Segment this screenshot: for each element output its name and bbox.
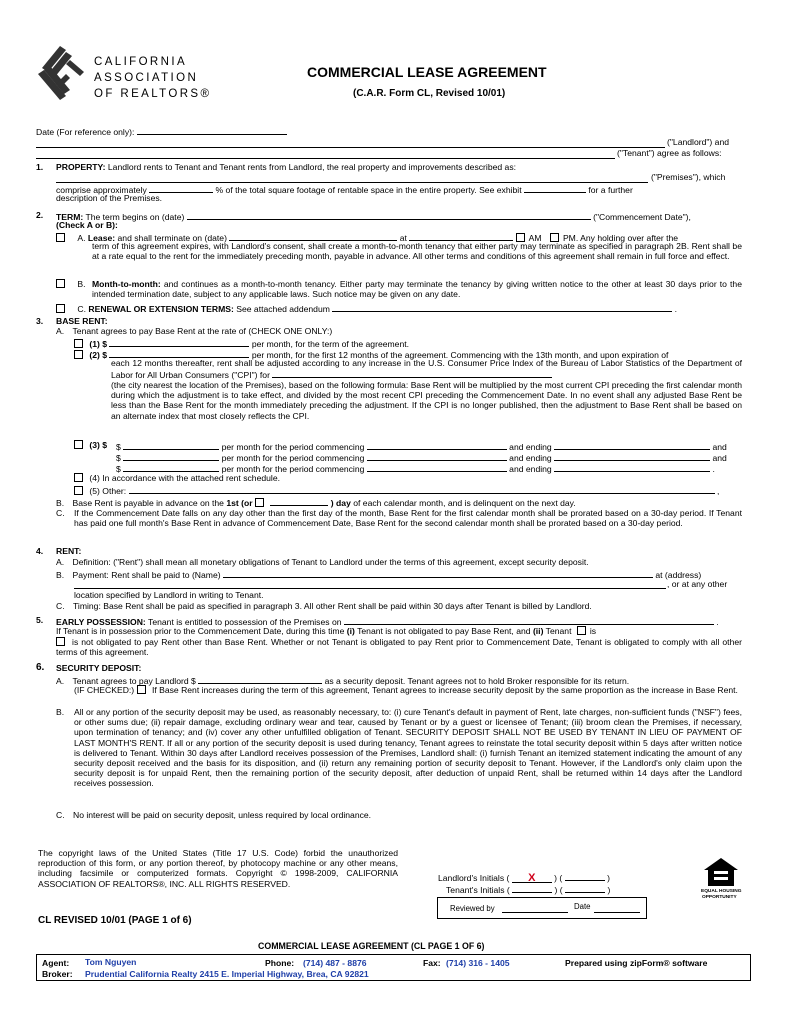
deposit-a-para — [74, 685, 742, 695]
fax-label: Fax: — [423, 958, 441, 968]
base-rent-a-text: Tenant agrees to pay Base Rent at the rate of (CHECK ONE ONLY:) — [72, 326, 333, 336]
rent-option-1-checkbox[interactable] — [74, 339, 83, 348]
rent-other-field[interactable] — [129, 484, 715, 494]
term-begin-field[interactable] — [187, 210, 591, 220]
rent-b-other: , or at any other — [667, 579, 728, 589]
agent-label: Agent: — [42, 958, 70, 968]
base-rent-b-text1: Base Rent is payable in advance on the — [72, 498, 224, 508]
deposit-if-checked: (IF CHECKED:) — [74, 685, 135, 695]
term-end-time-field[interactable] — [409, 231, 513, 241]
rent-option-4 — [74, 473, 280, 483]
property-further-text: for a further — [588, 185, 633, 195]
review-date-line[interactable] — [594, 912, 640, 913]
rent-option-2-text1: per month, for the first 12 months of the agreement. Commencing with the 13th month, and upon expiration of — [251, 350, 669, 360]
phone-label: Phone: — [265, 958, 295, 968]
early-i: (i) — [346, 626, 355, 636]
deposit-num: 6. — [36, 662, 45, 673]
period-1-dollar: $ — [116, 442, 121, 452]
period-1-ending-label: and ending — [509, 442, 552, 452]
term-b-checkbox[interactable] — [56, 279, 65, 288]
deposit-c — [56, 810, 371, 820]
tenant-paren-mid: ) ( — [554, 885, 563, 895]
rent-a-text: Definition: ("Rent") shall mean all monetary obligations of Tenant to Landlord under the terms of this agreement, except security deposit. — [72, 557, 589, 567]
period-1-amount[interactable] — [123, 440, 219, 450]
period-3-start[interactable] — [367, 462, 507, 472]
period-3-end[interactable] — [554, 462, 710, 472]
early-num: 5. — [36, 615, 44, 625]
reviewed-by-label: Reviewed by — [450, 904, 495, 913]
rent-option-1-text: per month, for the term of the agreement. — [251, 339, 409, 349]
rent-b — [56, 568, 701, 580]
date-field[interactable] — [137, 125, 287, 135]
premises-suffix: ("Premises"), which — [651, 172, 726, 182]
landlord-initials-field-2[interactable] — [565, 871, 605, 881]
term-c-checkbox[interactable] — [56, 304, 65, 313]
term-line1 — [56, 210, 691, 222]
rent-option-2-para — [111, 358, 742, 380]
agent-box — [36, 954, 751, 981]
term-b-text: and continues as a month-to-month tenancy. Either party may terminate the tenancy by giving written notice to the other at least 30 days prior to the intended termination date, subject to any applicable laws. Such notice may be given on any date. — [92, 279, 742, 300]
term-a-paragraph: term of this agreement expires, with Landlord's consent, shall create a month-to-month tenancy that either party may terminate as specified in paragraph 2B. Rent shall be at a rate equal to the rent for the immediately preceding month, payable in advance. All other terms and conditions of this agreement shall remain in full force and effect. — [92, 241, 742, 262]
period-2-start[interactable] — [367, 451, 507, 461]
rent-option-2-checkbox[interactable] — [74, 350, 83, 359]
landlord-paren-mid: ) ( — [554, 873, 563, 883]
deposit-amount-field[interactable] — [198, 674, 322, 684]
phone-value: (714) 487 - 8876 — [303, 958, 367, 968]
early-line3 — [56, 637, 742, 657]
term-c-label: C. — [77, 304, 86, 314]
page-footer-title: COMMERCIAL LEASE AGREEMENT (CL PAGE 1 OF 6) — [258, 941, 485, 951]
rent-b-text2: location specified by Landlord in writing to Tenant. — [74, 590, 264, 600]
term-b-paragraph — [92, 279, 742, 299]
tenant-paren-end: ) — [607, 885, 611, 895]
early-is-checkbox[interactable] — [577, 626, 586, 635]
deposit-b-text: All or any portion of the security deposit may be used, as reasonably necessary, to: (i) cure Tenant's default in payment of Rent, late charges, non-sufficient funds ("NSF") fees, or other sums due; (ii) repair damage, excluding ordinary wear and tear, caused by Tenant or by a guest or licensee of Tenant; (iii) broom clean the Premises, if necessary, upon termination of tenancy; and (iv) cover any other unfulfilled obligation of Tenant. SECURITY DEPOSIT SHALL NOT BE USED BY TENANT IN LIEU OF PAYMENT OF LAST MONTH'S RENT. If all or any portion of the security deposit is used during tenancy, Tenant agrees to reinstate the total security deposit within 5 days after written notice is delivered to Tenant. Within 30 days after Landlord receives possession of the Premises, Landlord shall: (i) furnish Tenant an itemized statement indicating the amount of any security deposit received and the basis for its disposition, and (ii) return any remaining portion of security deposit to Tenant. However, if the Landlord's only claim upon the security deposit is for unpaid Rent, then the remaining portion of the security deposit, after deduction of unpaid Rent, shall be returned within 14 days after the Landlord receives possession. — [74, 707, 742, 789]
period-2-ending-label: and ending — [509, 453, 552, 463]
equal-housing-icon — [703, 857, 739, 887]
period-1-end[interactable] — [554, 440, 710, 450]
rent-option-4-text: (4) In accordance with the attached rent schedule. — [89, 473, 280, 483]
term-title: TERM: — [56, 212, 84, 222]
rent-b-label: B. — [56, 570, 65, 580]
tenant-initials-label: Tenant's Initials ( — [446, 885, 510, 895]
review-box — [437, 897, 647, 919]
rent-a — [56, 557, 589, 567]
period-3-text: per month for the period commencing — [221, 464, 365, 474]
period-2-end[interactable] — [554, 451, 710, 461]
rent-option-4-checkbox[interactable] — [74, 473, 83, 482]
possession-date-field[interactable] — [344, 615, 714, 625]
rent-option-5-text: (5) Other: — [89, 486, 127, 496]
deposit-c-label: C. — [56, 810, 65, 820]
term-num: 2. — [36, 210, 44, 220]
agent-name: Tom Nguyen — [85, 957, 137, 967]
am-label: AM — [528, 233, 542, 243]
eho-line2: OPPORTUNITY — [702, 895, 737, 900]
early-is-label: is — [589, 626, 597, 636]
property-line1 — [56, 162, 516, 172]
date-label: Date (For reference only): — [36, 127, 135, 137]
landlord-line[interactable] — [36, 147, 665, 148]
period-3-amount[interactable] — [123, 462, 219, 472]
landlord-initials-label: Landlord's Initials ( — [438, 873, 510, 883]
reviewed-by-line[interactable] — [502, 912, 568, 913]
period-1-text: per month for the period commencing — [221, 442, 365, 452]
tenant-line[interactable] — [36, 158, 615, 159]
base-rent-b-bold1: 1st (or — [226, 498, 253, 508]
period-1-start[interactable] — [367, 440, 507, 450]
property-title: PROPERTY: — [56, 162, 106, 172]
early-line1: EARLY POSSESSION: Tenant is entitled to possession of the Premises on . — [56, 617, 719, 627]
property-text: Landlord rents to Tenant and Tenant rents from Landlord, the real property and improvements described as: — [107, 162, 517, 172]
term-a-text: and shall terminate on (date) — [117, 233, 227, 243]
period-1-and: and — [712, 442, 727, 452]
prepared-using: Prepared using zipForm® software — [565, 958, 708, 968]
rent-c-text: Timing: Base Rent shall be paid as specified in paragraph 3. All other Rent shall be paid within 30 days after Tenant is billed by Landlord. — [72, 601, 592, 611]
rent-c — [56, 601, 592, 611]
term-end-date-field[interactable] — [229, 231, 397, 241]
term-b-label: B. — [77, 279, 86, 289]
early-is-not-checkbox[interactable] — [56, 637, 65, 646]
rent-option-5: (5) Other: , — [74, 484, 719, 496]
rent-option-3-checkbox[interactable] — [74, 440, 83, 449]
pm-label: PM. Any holding over after the — [562, 233, 679, 243]
period-2-amount[interactable] — [123, 451, 219, 461]
early-text1: Tenant is entitled to possession of the Premises on — [148, 617, 342, 627]
landlord-initials-field-1[interactable] — [512, 873, 552, 883]
logo-text-1: CALIFORNIA — [94, 56, 188, 68]
logo-text-2: ASSOCIATION — [94, 72, 199, 84]
rent-c-label: C. — [56, 601, 65, 611]
eho-line1: EQUAL HOUSING — [701, 889, 742, 894]
rent-option-2-text2: each 12 months thereafter, rent shall be adjusted according to any increase in the U.S. Consumer Price Index of the Bureau of Labor Statistics of the Department of Labor for All Urban Consumers ("CPI") for — [111, 358, 742, 381]
period-2-text: per month for the period commencing — [221, 453, 365, 463]
deposit-b-label: B. — [56, 707, 65, 717]
deposit-a-label: A. — [56, 676, 65, 686]
base-rent-a-label: A. — [56, 326, 65, 336]
base-rent-b — [56, 496, 576, 508]
term-check: (Check A or B): — [56, 220, 118, 230]
landlord-suffix: ("Landlord") and — [667, 137, 729, 147]
commencement-label: ("Commencement Date"), — [593, 212, 691, 222]
rent-option-1-amount[interactable] — [109, 337, 249, 347]
rent-b-text: Payment: Rent shall be paid to (Name) — [72, 570, 221, 580]
initial-mark: X — [528, 872, 536, 884]
review-date-label: Date — [574, 902, 591, 911]
early-line2b: Tenant is not obligated to pay Base Rent, and — [357, 626, 531, 636]
cpi-city-field[interactable] — [272, 368, 552, 378]
term-b-title: Month-to-month: — [92, 279, 161, 289]
deposit-c-text: No interest will be paid on security deposit, unless required by local ordinance. — [72, 810, 372, 820]
property-percent-text: % of the total square footage of rentable space in the entire property. See exhibit — [215, 185, 522, 195]
base-rent-b-text2: of each calendar month, and is delinquent on the next day. — [353, 498, 576, 508]
rent-option-3-label: (3) $ — [89, 440, 108, 450]
broker-value: Prudential California Realty 2415 E. Imperial Highway, Brea, CA 92821 — [85, 969, 369, 979]
rent-option-2-para2: (the city nearest the location of the Premises), based on the following formula: Base Rent will be multiplied by the most current CPI preceding the first calendar month during which the adjustment is to take effect, and divided by the most recent CPI preceding the Commencement Date. In no event shall any adjusted Base Rent be less than the Base Rent for the month immediately preceding the adjustment. If the CPI is no longer published, then the adjustment to Base Rent shall be based on an alternate index that most closely reflects the CPI. — [111, 380, 742, 421]
car-logo-icon — [36, 44, 88, 110]
rent-a-label: A. — [56, 557, 65, 567]
deposit-title: SECURITY DEPOSIT: — [56, 663, 142, 673]
early-line3-text: is not obligated to pay Rent other than Base Rent. Whether or not Tenant is obligated to pay Rent prior to Commencement Date, Tenant is obligated to comply with all other terms of this agreement. — [56, 637, 742, 658]
tenant-initials — [446, 883, 610, 895]
early-title: EARLY POSSESSION: — [56, 617, 146, 627]
deposit-increase-checkbox[interactable] — [137, 685, 146, 694]
term-c-title: RENEWAL OR EXTENSION TERMS: — [88, 304, 234, 314]
page-subtitle: (C.A.R. Form CL, Revised 10/01) — [353, 88, 506, 99]
logo-text-3: OF REALTORS® — [94, 88, 212, 100]
broker-label: Broker: — [42, 969, 73, 979]
rent-num: 4. — [36, 546, 44, 556]
term-text: The term begins on (date) — [85, 212, 185, 222]
rent-option-3 — [74, 440, 107, 450]
page-title: COMMERCIAL LEASE AGREEMENT — [307, 64, 547, 80]
approx-percent-field[interactable] — [149, 183, 213, 193]
early-line2a: If Tenant is in possession prior to the Commencement Date, during this time — [56, 626, 345, 636]
base-rent-c-label: C. — [56, 508, 65, 518]
term-b-line — [56, 279, 86, 289]
tenant-suffix: ("Tenant") agree as follows: — [617, 148, 722, 158]
exhibit-field[interactable] — [524, 183, 586, 193]
rent-title: RENT: — [56, 546, 82, 556]
period-2-and: and — [712, 453, 727, 463]
period-3-ending-label: and ending — [509, 464, 552, 474]
date-reference — [36, 125, 287, 137]
base-rent-title: BASE RENT: — [56, 316, 108, 326]
property-line3: description of the Premises. — [56, 193, 163, 203]
deposit-a-text3: If Base Rent increases during the term of this agreement, Tenant agrees to increase security deposit by the same proportion as the increase in Base Rent. — [151, 685, 738, 695]
revised-label: CL REVISED 10/01 (PAGE 1 of 6) — [38, 915, 192, 926]
base-rent-c-text: If the Commencement Date falls on any day other than the first day of the month, Base Rent for the first calendar month shall be prorated based on a 30-day period. If Tenant has paid one full month's Base Rent in advance of Commencement Date, Base Rent for the second calendar month shall be prorated based on a 30-day period. — [74, 508, 742, 529]
base-rent-a — [56, 326, 332, 336]
early-ii: (ii) — [532, 626, 544, 636]
landlord-paren-end: ) — [607, 873, 610, 883]
rent-day-checkbox[interactable] — [255, 498, 264, 507]
rent-option-1-label: (1) $ — [89, 339, 108, 349]
term-a-title: Lease: — [87, 233, 116, 243]
period-3-dollar: $ — [116, 464, 121, 474]
deposit-a-text1: Tenant agrees to pay Landlord $ — [72, 676, 196, 686]
term-at-label: at — [399, 233, 407, 243]
early-line2c: Tenant — [545, 626, 572, 636]
property-approx-label: comprise approximately — [56, 185, 147, 195]
base-rent-num: 3. — [36, 316, 44, 326]
tenant-initials-field-2[interactable] — [565, 883, 605, 893]
term-a-checkbox[interactable] — [56, 233, 65, 242]
landlord-initials — [438, 871, 610, 883]
base-rent-b-bold2: ) day — [330, 498, 351, 508]
tenant-initials-field-1[interactable] — [512, 883, 552, 893]
payee-name-field[interactable] — [223, 568, 653, 578]
rent-option-2-amount[interactable] — [109, 348, 249, 358]
addendum-field[interactable] — [332, 302, 672, 312]
payee-address-line[interactable] — [74, 588, 666, 589]
base-rent-b-label: B. — [56, 498, 65, 508]
property-num: 1. — [36, 162, 44, 172]
term-c-line: C. RENEWAL OR EXTENSION TERMS: See attached addendum . — [56, 302, 677, 314]
deposit-a-text2: as a security deposit. Tenant agrees not to hold Broker responsible for its return. — [324, 676, 630, 686]
term-a-label: A. — [77, 233, 86, 243]
rent-option-5-checkbox[interactable] — [74, 486, 83, 495]
early-line2 — [56, 626, 596, 636]
period-2-dollar: $ — [116, 453, 121, 463]
rent-day-field[interactable] — [270, 496, 328, 506]
rent-option-2-label: (2) $ — [89, 350, 108, 360]
term-c-text: See attached addendum — [236, 304, 330, 314]
rent-b-address-label: at (address) — [655, 570, 702, 580]
rent-period-row-3: $ per month for the period commencing and ending . — [116, 464, 715, 474]
fax-value: (714) 316 - 1405 — [446, 958, 510, 968]
copyright-notice: The copyright laws of the United States (Title 17 U.S. Code) forbid the unauthorized reproduction of this form, or any portion thereof, by photocopy machine or any other means, including facsimile or computerized formats. Copyright © 1998-2009, CALIFORNIA ASSOCIATION OF REALTORS®, INC. ALL RIGHTS RESERVED. — [38, 848, 398, 889]
